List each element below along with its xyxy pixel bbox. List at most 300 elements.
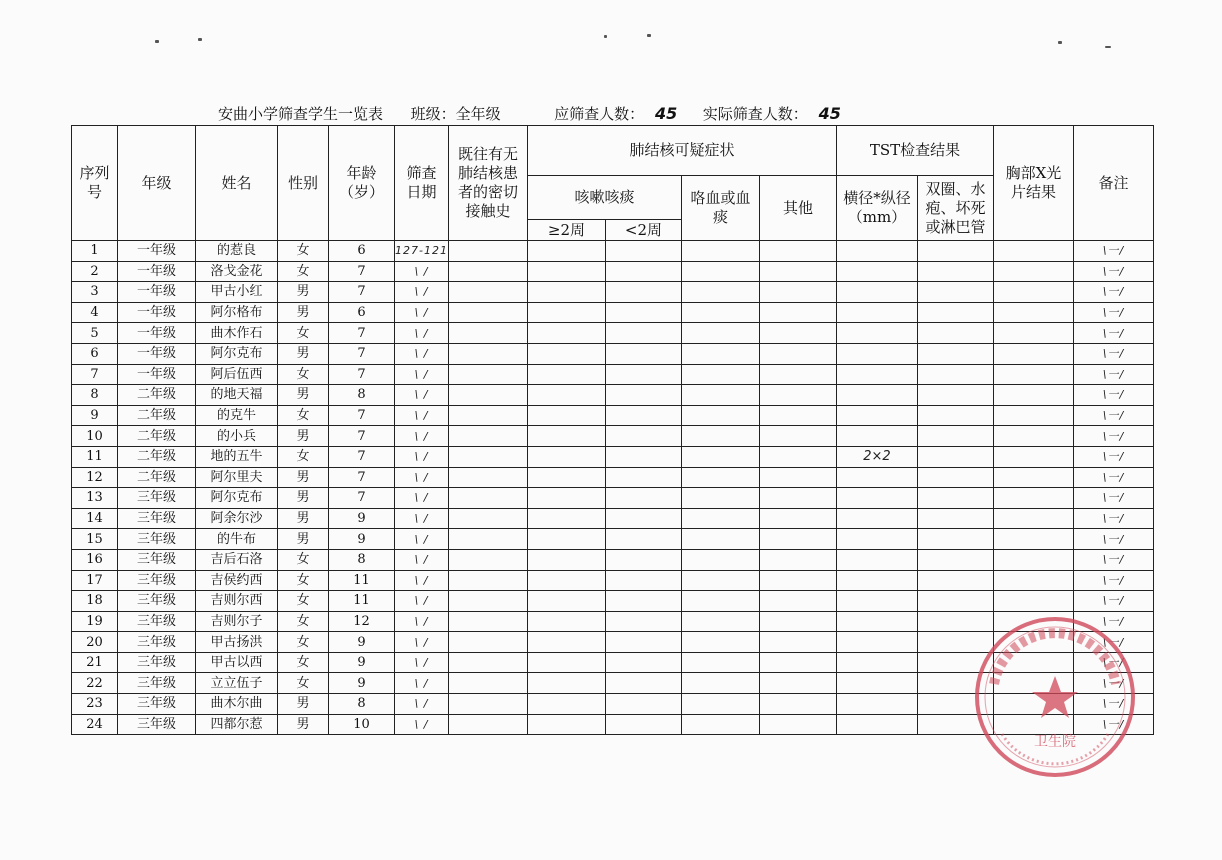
cell-seq: 2 [72, 261, 118, 282]
cell-remark: \一/ [1073, 241, 1153, 262]
cell-gender: 女 [278, 549, 329, 570]
cell-hemoptysis [681, 261, 759, 282]
cell-screen-date: \ / [395, 323, 449, 344]
cell-cough-lt2 [605, 488, 681, 509]
cell-contact-history [448, 426, 527, 447]
cell-grade: 三年级 [118, 570, 196, 591]
document-title [218, 103, 978, 125]
cell-name: 的小兵 [196, 426, 278, 447]
cell-contact-history [448, 694, 527, 715]
cell-chest-xray [993, 673, 1073, 694]
cell-cough-ge2 [527, 673, 605, 694]
header-other: 其他 [759, 176, 836, 241]
cell-seq: 13 [72, 488, 118, 509]
cell-remark: \一/ [1073, 652, 1153, 673]
cell-hemoptysis [681, 694, 759, 715]
actual-count-label: 实际筛查人数： [702, 105, 808, 123]
expected-count-label: 应筛查人数： [554, 105, 645, 123]
cell-cough-lt2 [605, 426, 681, 447]
cell-cough-lt2 [605, 385, 681, 406]
cell-cough-lt2 [605, 405, 681, 426]
table-row [72, 652, 1154, 673]
cell-gender: 女 [278, 611, 329, 632]
cell-chest-xray [993, 694, 1073, 715]
cell-cough-ge2 [527, 591, 605, 612]
cell-name: 阿尔里夫 [196, 467, 278, 488]
cell-contact-history [448, 405, 527, 426]
cell-tst-diameter [836, 694, 917, 715]
class-label: 班级：全年级 [410, 105, 501, 123]
cell-hemoptysis [681, 241, 759, 262]
cell-remark: \一/ [1073, 426, 1153, 447]
cell-tst-diameter [836, 611, 917, 632]
cell-tst-blister [917, 508, 993, 529]
cell-tst-diameter [836, 549, 917, 570]
cell-grade: 一年级 [118, 323, 196, 344]
cell-cough-ge2 [527, 364, 605, 385]
cell-contact-history [448, 529, 527, 550]
cell-seq: 10 [72, 426, 118, 447]
cell-tst-blister [917, 261, 993, 282]
table-row [72, 467, 1154, 488]
cell-chest-xray [993, 467, 1073, 488]
cell-other [759, 405, 836, 426]
cell-name: 吉后石洛 [196, 549, 278, 570]
cell-gender: 女 [278, 364, 329, 385]
header-hemoptysis: 咯血或血痰 [681, 176, 759, 241]
cell-remark: \一/ [1073, 673, 1153, 694]
cell-seq: 19 [72, 611, 118, 632]
cell-remark: \一/ [1073, 694, 1153, 715]
cell-tst-blister [917, 343, 993, 364]
table-row [72, 241, 1154, 262]
cell-contact-history [448, 467, 527, 488]
cell-chest-xray [993, 488, 1073, 509]
cell-name: 的克牛 [196, 405, 278, 426]
cell-tst-blister [917, 467, 993, 488]
cell-chest-xray [993, 426, 1073, 447]
cell-other [759, 282, 836, 303]
cell-grade: 三年级 [118, 508, 196, 529]
cell-other [759, 549, 836, 570]
cell-name: 吉侯约西 [196, 570, 278, 591]
table-row [72, 446, 1154, 467]
cell-name: 阿尔格布 [196, 302, 278, 323]
scan-speck [155, 40, 159, 43]
header-tst-blister: 双圈、水疱、坏死或淋巴管 [917, 176, 993, 241]
table-row [72, 282, 1154, 303]
table-row [72, 323, 1154, 344]
cell-cough-ge2 [527, 508, 605, 529]
cell-age: 7 [329, 282, 395, 303]
cell-age: 8 [329, 549, 395, 570]
cell-other [759, 714, 836, 735]
cell-age: 7 [329, 426, 395, 447]
cell-hemoptysis [681, 714, 759, 735]
cell-name: 甲古以西 [196, 652, 278, 673]
cell-gender: 男 [278, 467, 329, 488]
cell-cough-lt2 [605, 611, 681, 632]
table-row [72, 426, 1154, 447]
scan-speck [198, 38, 202, 41]
cell-contact-history [448, 632, 527, 653]
cell-seq: 17 [72, 570, 118, 591]
cell-grade: 二年级 [118, 426, 196, 447]
cell-hemoptysis [681, 529, 759, 550]
cell-other [759, 673, 836, 694]
cell-tst-blister [917, 426, 993, 447]
cell-tst-blister [917, 549, 993, 570]
cell-contact-history [448, 364, 527, 385]
cell-tst-diameter [836, 467, 917, 488]
cell-name: 阿尔克布 [196, 343, 278, 364]
cell-grade: 二年级 [118, 405, 196, 426]
header-contact-history: 既往有无肺结核患者的密切接触史 [448, 126, 527, 241]
cell-seq: 8 [72, 385, 118, 406]
cell-name: 吉则尔子 [196, 611, 278, 632]
cell-name: 曲木作石 [196, 323, 278, 344]
cell-contact-history [448, 261, 527, 282]
cell-chest-xray [993, 405, 1073, 426]
cell-tst-diameter [836, 282, 917, 303]
cell-tst-blister [917, 529, 993, 550]
cell-cough-ge2 [527, 652, 605, 673]
header-remarks: 备注 [1073, 126, 1153, 241]
table-row [72, 488, 1154, 509]
cell-gender: 女 [278, 570, 329, 591]
cell-screen-date: \ / [395, 652, 449, 673]
cell-other [759, 241, 836, 262]
table-row [72, 261, 1154, 282]
cell-cough-lt2 [605, 446, 681, 467]
cell-seq: 1 [72, 241, 118, 262]
cell-chest-xray [993, 241, 1073, 262]
cell-age: 11 [329, 591, 395, 612]
cell-other [759, 488, 836, 509]
cell-tst-diameter [836, 673, 917, 694]
cell-cough-lt2 [605, 570, 681, 591]
cell-contact-history [448, 323, 527, 344]
cell-age: 10 [329, 714, 395, 735]
cell-tst-diameter [836, 405, 917, 426]
cell-chest-xray [993, 364, 1073, 385]
cell-age: 12 [329, 611, 395, 632]
cell-screen-date: \ / [395, 467, 449, 488]
cell-screen-date: \ / [395, 694, 449, 715]
cell-other [759, 302, 836, 323]
cell-hemoptysis [681, 591, 759, 612]
cell-contact-history [448, 446, 527, 467]
cell-hemoptysis [681, 343, 759, 364]
cell-hemoptysis [681, 323, 759, 344]
table-row [72, 529, 1154, 550]
cell-tst-diameter [836, 385, 917, 406]
cell-cough-lt2 [605, 632, 681, 653]
cell-screen-date: \ / [395, 364, 449, 385]
cell-screen-date: 127-121 [395, 241, 449, 262]
cell-screen-date: \ / [395, 405, 449, 426]
header-cough-lt2: <2周 [605, 220, 681, 241]
cell-cough-lt2 [605, 302, 681, 323]
cell-tst-diameter [836, 591, 917, 612]
cell-cough-ge2 [527, 714, 605, 735]
cell-contact-history [448, 241, 527, 262]
cell-hemoptysis [681, 549, 759, 570]
cell-grade: 三年级 [118, 694, 196, 715]
cell-tst-blister [917, 694, 993, 715]
cell-contact-history [448, 302, 527, 323]
cell-grade: 三年级 [118, 652, 196, 673]
cell-cough-ge2 [527, 446, 605, 467]
cell-contact-history [448, 488, 527, 509]
table-row [72, 549, 1154, 570]
cell-tst-blister [917, 282, 993, 303]
cell-hemoptysis [681, 302, 759, 323]
cell-grade: 二年级 [118, 467, 196, 488]
cell-other [759, 591, 836, 612]
cell-name: 四都尔惹 [196, 714, 278, 735]
cell-remark: \一/ [1073, 591, 1153, 612]
cell-other [759, 323, 836, 344]
cell-other [759, 694, 836, 715]
cell-screen-date: \ / [395, 529, 449, 550]
cell-screen-date: \ / [395, 261, 449, 282]
cell-tst-diameter: 2×2 [836, 446, 917, 467]
cell-cough-lt2 [605, 343, 681, 364]
cell-other [759, 261, 836, 282]
cell-contact-history [448, 652, 527, 673]
cell-cough-lt2 [605, 241, 681, 262]
cell-tst-blister [917, 714, 993, 735]
cell-age: 9 [329, 632, 395, 653]
cell-cough-lt2 [605, 529, 681, 550]
cell-other [759, 426, 836, 447]
cell-hemoptysis [681, 652, 759, 673]
cell-remark: \一/ [1073, 302, 1153, 323]
actual-count-value: 45 [818, 104, 841, 123]
scan-speck [647, 34, 651, 37]
cell-chest-xray [993, 323, 1073, 344]
cell-tst-diameter [836, 343, 917, 364]
cell-chest-xray [993, 261, 1073, 282]
cell-grade: 二年级 [118, 446, 196, 467]
cell-seq: 9 [72, 405, 118, 426]
cell-grade: 一年级 [118, 261, 196, 282]
cell-tst-diameter [836, 508, 917, 529]
cell-chest-xray [993, 570, 1073, 591]
header-symptoms: 肺结核可疑症状 [527, 126, 836, 176]
cell-gender: 男 [278, 302, 329, 323]
cell-chest-xray [993, 611, 1073, 632]
cell-cough-ge2 [527, 529, 605, 550]
cell-remark: \一/ [1073, 570, 1153, 591]
cell-cough-ge2 [527, 549, 605, 570]
cell-tst-diameter [836, 632, 917, 653]
cell-tst-blister [917, 632, 993, 653]
header-cough-ge2: ≥2周 [527, 220, 605, 241]
cell-age: 8 [329, 694, 395, 715]
cell-contact-history [448, 611, 527, 632]
cell-cough-lt2 [605, 591, 681, 612]
cell-remark: \一/ [1073, 343, 1153, 364]
cell-remark: \一/ [1073, 549, 1153, 570]
cell-seq: 4 [72, 302, 118, 323]
cell-gender: 男 [278, 694, 329, 715]
cell-cough-ge2 [527, 343, 605, 364]
cell-other [759, 529, 836, 550]
cell-other [759, 508, 836, 529]
cell-gender: 男 [278, 529, 329, 550]
cell-remark: \一/ [1073, 529, 1153, 550]
cell-contact-history [448, 343, 527, 364]
cell-remark: \一/ [1073, 364, 1153, 385]
cell-other [759, 652, 836, 673]
cell-remark: \一/ [1073, 488, 1153, 509]
cell-tst-blister [917, 570, 993, 591]
cell-hemoptysis [681, 488, 759, 509]
cell-screen-date: \ / [395, 343, 449, 364]
cell-gender: 女 [278, 591, 329, 612]
cell-tst-blister [917, 591, 993, 612]
cell-tst-diameter [836, 323, 917, 344]
cell-grade: 一年级 [118, 343, 196, 364]
header-gender: 性别 [278, 126, 329, 241]
cell-age: 7 [329, 405, 395, 426]
cell-hemoptysis [681, 508, 759, 529]
cell-cough-ge2 [527, 241, 605, 262]
cell-age: 9 [329, 508, 395, 529]
seal-text: 卫生院 [1034, 734, 1076, 750]
cell-seq: 11 [72, 446, 118, 467]
cell-cough-lt2 [605, 364, 681, 385]
cell-screen-date: \ / [395, 302, 449, 323]
cell-name: 立立伍子 [196, 673, 278, 694]
table-row [72, 673, 1154, 694]
cell-other [759, 364, 836, 385]
cell-tst-blister [917, 385, 993, 406]
cell-gender: 女 [278, 632, 329, 653]
cell-remark: \一/ [1073, 261, 1153, 282]
cell-cough-lt2 [605, 652, 681, 673]
cell-screen-date: \ / [395, 426, 449, 447]
cell-age: 7 [329, 261, 395, 282]
expected-count-value: 45 [654, 104, 678, 123]
cell-seq: 23 [72, 694, 118, 715]
cell-screen-date: \ / [395, 508, 449, 529]
header-tst-diameter: 横径*纵径（mm） [836, 176, 917, 241]
cell-name: 洛戈金花 [196, 261, 278, 282]
cell-seq: 24 [72, 714, 118, 735]
cell-tst-diameter [836, 364, 917, 385]
cell-cough-lt2 [605, 323, 681, 344]
cell-age: 7 [329, 467, 395, 488]
school-list-title: 安曲小学筛查学生一览表 [218, 105, 384, 123]
header-seq: 序列号 [72, 126, 118, 241]
cell-seq: 3 [72, 282, 118, 303]
cell-other [759, 632, 836, 653]
cell-tst-blister [917, 652, 993, 673]
cell-cough-lt2 [605, 282, 681, 303]
cell-screen-date: \ / [395, 632, 449, 653]
cell-grade: 三年级 [118, 673, 196, 694]
cell-age: 7 [329, 323, 395, 344]
cell-grade: 一年级 [118, 241, 196, 262]
cell-remark: \一/ [1073, 632, 1153, 653]
cell-tst-blister [917, 364, 993, 385]
cell-tst-blister [917, 302, 993, 323]
cell-contact-history [448, 591, 527, 612]
cell-hemoptysis [681, 426, 759, 447]
cell-chest-xray [993, 508, 1073, 529]
cell-grade: 三年级 [118, 714, 196, 735]
cell-other [759, 570, 836, 591]
cell-screen-date: \ / [395, 549, 449, 570]
table-row [72, 343, 1154, 364]
cell-name: 阿余尔沙 [196, 508, 278, 529]
cell-name: 的地天福 [196, 385, 278, 406]
cell-grade: 三年级 [118, 591, 196, 612]
cell-seq: 12 [72, 467, 118, 488]
cell-age: 9 [329, 673, 395, 694]
cell-gender: 男 [278, 488, 329, 509]
cell-seq: 21 [72, 652, 118, 673]
table-row [72, 508, 1154, 529]
cell-grade: 一年级 [118, 282, 196, 303]
table-row [72, 570, 1154, 591]
cell-cough-ge2 [527, 405, 605, 426]
cell-hemoptysis [681, 467, 759, 488]
cell-cough-lt2 [605, 508, 681, 529]
cell-screen-date: \ / [395, 446, 449, 467]
cell-screen-date: \ / [395, 570, 449, 591]
cell-gender: 女 [278, 673, 329, 694]
cell-gender: 女 [278, 241, 329, 262]
cell-cough-ge2 [527, 282, 605, 303]
cell-cough-ge2 [527, 632, 605, 653]
cell-seq: 5 [72, 323, 118, 344]
cell-gender: 男 [278, 426, 329, 447]
cell-seq: 7 [72, 364, 118, 385]
cell-age: 7 [329, 343, 395, 364]
cell-cough-lt2 [605, 673, 681, 694]
cell-chest-xray [993, 529, 1073, 550]
header-screen-date: 筛查日期 [395, 126, 449, 241]
cell-cough-lt2 [605, 467, 681, 488]
table-row [72, 302, 1154, 323]
cell-hemoptysis [681, 385, 759, 406]
scan-speck [604, 35, 607, 38]
cell-seq: 14 [72, 508, 118, 529]
cell-remark: \一/ [1073, 446, 1153, 467]
cell-hemoptysis [681, 570, 759, 591]
cell-name: 甲古小红 [196, 282, 278, 303]
cell-chest-xray [993, 446, 1073, 467]
cell-tst-diameter [836, 302, 917, 323]
cell-remark: \一/ [1073, 282, 1153, 303]
table-row [72, 385, 1154, 406]
cell-hemoptysis [681, 405, 759, 426]
table-row [72, 611, 1154, 632]
cell-grade: 三年级 [118, 488, 196, 509]
cell-age: 8 [329, 385, 395, 406]
cell-contact-history [448, 385, 527, 406]
cell-chest-xray [993, 385, 1073, 406]
table-row [72, 364, 1154, 385]
cell-name: 的惹良 [196, 241, 278, 262]
cell-tst-blister [917, 488, 993, 509]
cell-grade: 三年级 [118, 529, 196, 550]
cell-seq: 22 [72, 673, 118, 694]
